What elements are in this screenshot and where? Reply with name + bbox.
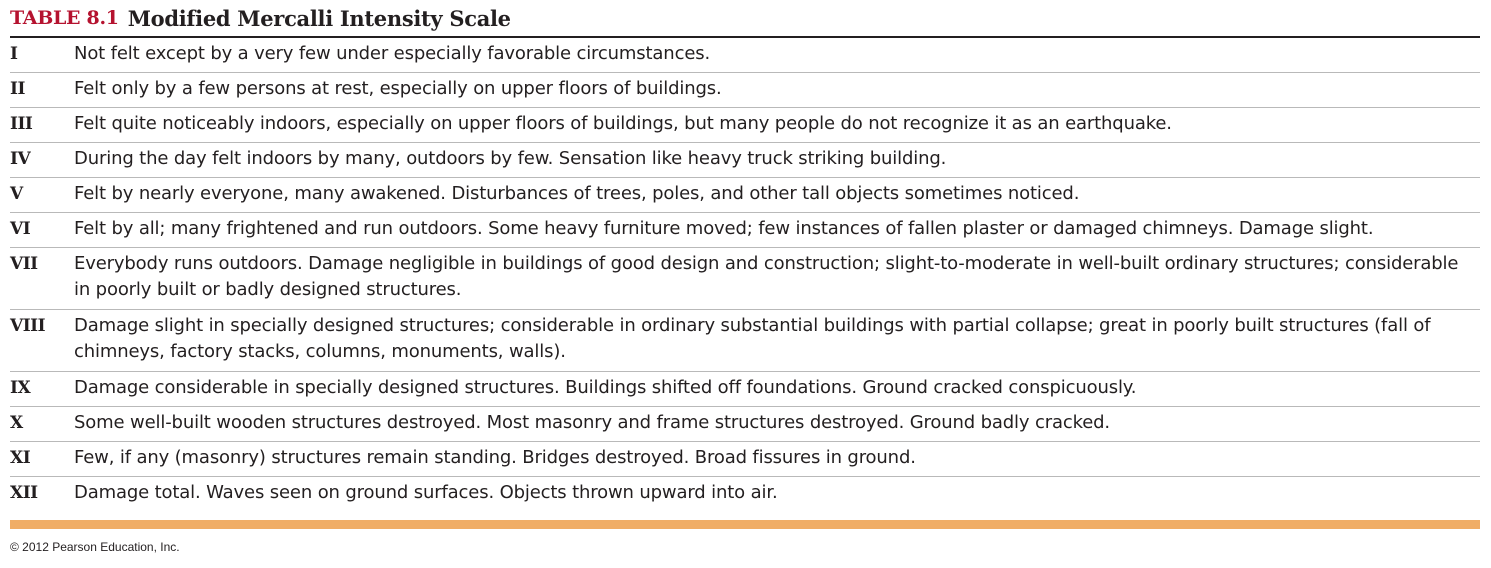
table-row: [10, 310, 1480, 372]
table-row: [10, 442, 1480, 477]
table-header: [10, 0, 1480, 38]
table-row: [10, 372, 1480, 407]
intensity-description: Damage slight in specially designed structures; considerable in ordinary substantial buildings with partial collapse; great in poorly built structures (fall of chimneys, factory stacks, columns, monuments, walls).: [74, 315, 1431, 362]
intensity-numeral: XI: [10, 448, 31, 468]
intensity-description: Everybody runs outdoors. Damage negligible in buildings of good design and construction; slight-to-moderate in well-built ordinary structures; considerable in poorly built or badly designed structures.: [74, 253, 1459, 300]
intensity-numeral: IX: [10, 378, 31, 398]
intensity-numeral: VII: [10, 254, 38, 274]
intensity-description: Few, if any (masonry) structures remain standing. Bridges destroyed. Broad fissures in ground.: [74, 447, 916, 468]
table-row: [10, 178, 1480, 213]
intensity-description: Not felt except by a very few under especially favorable circumstances.: [74, 43, 711, 64]
table-row: [10, 38, 1480, 73]
intensity-description: Felt by all; many frightened and run outdoors. Some heavy furniture moved; few instances of fallen plaster or damaged chimneys. Damage slight.: [74, 218, 1374, 239]
intensity-description: Felt by nearly everyone, many awakened. Disturbances of trees, poles, and other tall objects sometimes noticed.: [74, 183, 1080, 204]
intensity-description: Damage considerable in specially designed structures. Buildings shifted off foundations. Ground cracked conspicuously.: [74, 377, 1137, 398]
table-row: [10, 143, 1480, 178]
table-row: [10, 477, 1480, 510]
intensity-numeral: III: [10, 114, 33, 134]
intensity-numeral: XII: [10, 483, 38, 503]
intensity-numeral: IV: [10, 149, 31, 169]
table-title: Modified Mercalli Intensity Scale: [127, 5, 511, 31]
intensity-description: Some well-built wooden structures destroyed. Most masonry and frame structures destroyed. Ground badly cracked.: [74, 412, 1111, 433]
intensity-description: Damage total. Waves seen on ground surfaces. Objects thrown upward into air.: [74, 482, 778, 503]
intensity-numeral: VI: [10, 219, 31, 239]
mercalli-table: [10, 0, 1480, 510]
intensity-rows: [10, 38, 1480, 510]
table-row: [10, 108, 1480, 143]
table-bottom-rule: [10, 520, 1480, 529]
table-row: [10, 73, 1480, 108]
intensity-description: During the day felt indoors by many, outdoors by few. Sensation like heavy truck striking building.: [74, 148, 947, 169]
intensity-numeral: I: [10, 44, 18, 64]
intensity-numeral: V: [10, 184, 23, 204]
intensity-description: Felt quite noticeably indoors, especially on upper floors of buildings, but many people do not recognize it as an earthquake.: [74, 113, 1172, 134]
table-number-label: TABLE 8.1: [10, 7, 119, 29]
table-row: [10, 213, 1480, 248]
copyright-notice: © 2012 Pearson Education, Inc.: [10, 540, 180, 554]
intensity-numeral: X: [10, 413, 23, 433]
intensity-description: Felt only by a few persons at rest, especially on upper floors of buildings.: [74, 78, 722, 99]
intensity-numeral: II: [10, 79, 25, 99]
table-row: [10, 248, 1480, 310]
intensity-numeral: VIII: [10, 316, 46, 336]
table-row: [10, 407, 1480, 442]
